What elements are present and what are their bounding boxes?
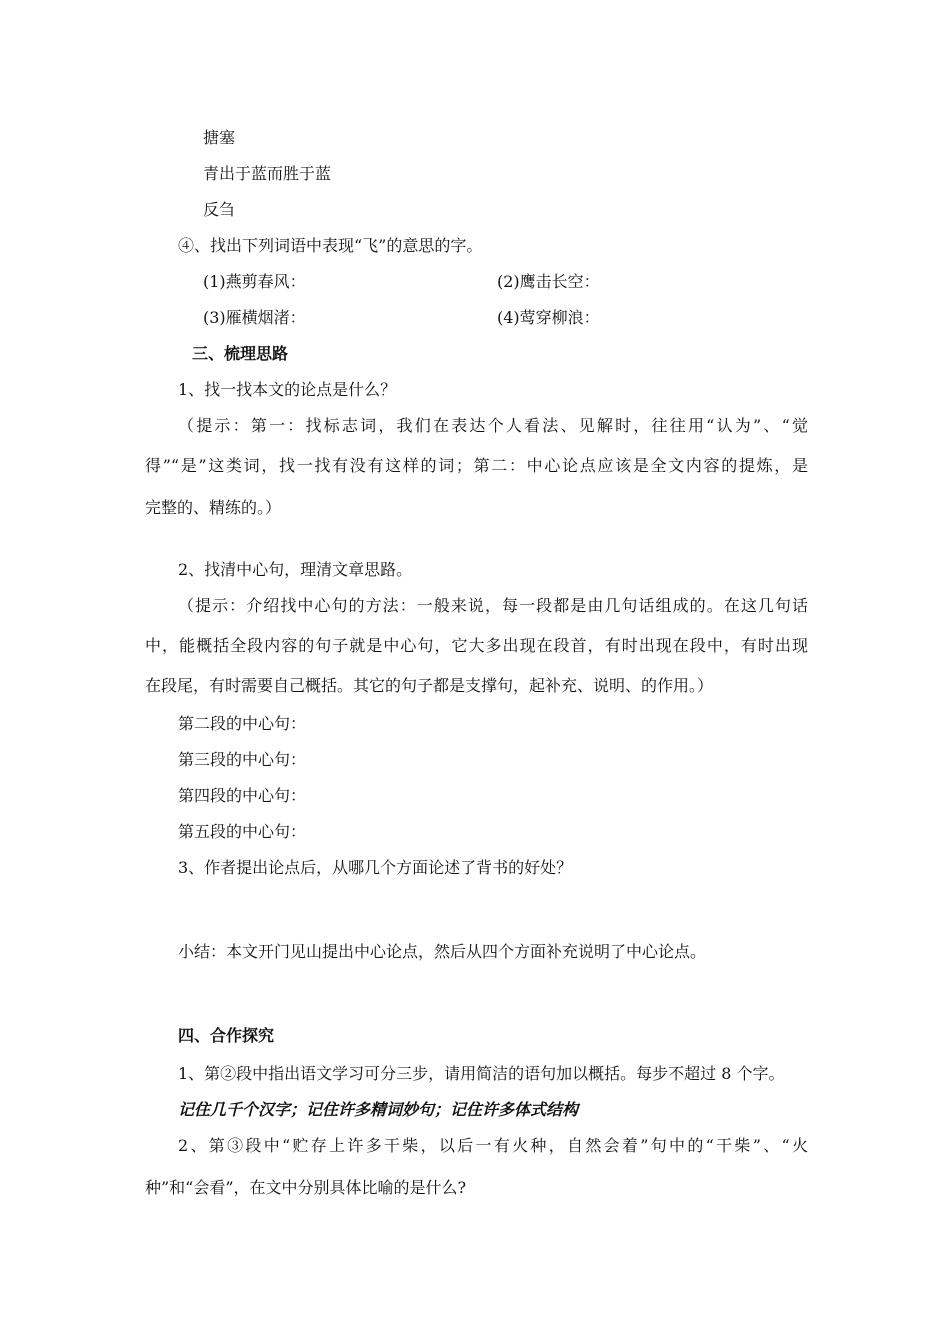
vocab-word-3: 反刍	[203, 200, 236, 219]
s3-q2-hint-line-3: 在段尾，有时需要自己概括。其它的句子都是支撑句，起补充、说明、的作用。）	[145, 676, 714, 695]
q4-item-4: (4)莺穿柳浪：	[497, 308, 600, 327]
question-4-prompt: ④、找出下列词语中表现“飞”的意思的字。	[178, 236, 483, 255]
s3-q1-hint-line-3: 完整的、精练的。）	[145, 498, 282, 517]
s4-question-1: 1、第②段中指出语文学习可分三步，请用简洁的语句加以概括。每步不超过 8 个字。	[178, 1064, 785, 1083]
q4-item-2: (2)鹰击长空：	[497, 272, 600, 291]
s3-question-3: 3、作者提出论点后，从哪几个方面论述了背书的好处？	[178, 858, 573, 877]
s4-question-2-line-2: 种”和“会看”，在文中分别具体比喻的是什么?	[145, 1178, 467, 1197]
s3-q2-hint-line-1: （提示：介绍找中心句的方法：一般来说，每一段都是由几句话组成的。在这几句话	[178, 596, 808, 615]
section-3-heading: 三、梳理思路	[192, 344, 289, 363]
q4-item-3: (3)雁横烟渚：	[203, 308, 306, 327]
s3-question-1: 1、找一找本文的论点是什么？	[178, 380, 397, 399]
para-2-center-sentence: 第二段的中心句：	[178, 714, 307, 733]
section-4-heading: 四、合作探究	[178, 1026, 275, 1045]
s3-question-2: 2、找清中心句，理清文章思路。	[178, 560, 413, 579]
s3-q1-hint-line-2: 得”“是”这类词，找一找有没有这样的词；第二：中心论点应该是全文内容的提炼，是	[145, 456, 808, 475]
s3-q1-hint-line-1: （提示：第一：找标志词，我们在表达个人看法、见解时，往往用“认为”、“觉	[178, 416, 808, 435]
para-5-center-sentence: 第五段的中心句：	[178, 822, 307, 841]
para-3-center-sentence: 第三段的中心句：	[178, 750, 307, 769]
para-4-center-sentence: 第四段的中心句：	[178, 786, 307, 805]
s3-q2-hint-line-2: 中，能概括全段内容的句子就是中心句，它大多出现在段首，有时出现在段中，有时出现	[145, 636, 808, 655]
s3-summary: 小结：本文开门见山提出中心论点，然后从四个方面补充说明了中心论点。	[178, 942, 707, 961]
s4-q1-answer: 记住几千个汉字；记住许多精词妙句；记住许多体式结构	[178, 1100, 579, 1119]
q4-item-1: (1)燕剪春风：	[203, 272, 306, 291]
vocab-word-1: 搪塞	[203, 128, 236, 147]
vocab-word-2: 青出于蓝而胜于蓝	[203, 164, 332, 183]
s4-question-2-line-1: 2、第③段中“贮存上许多干柴，以后一有火种，自然会着”句中的“干柴”、“火	[178, 1136, 808, 1155]
